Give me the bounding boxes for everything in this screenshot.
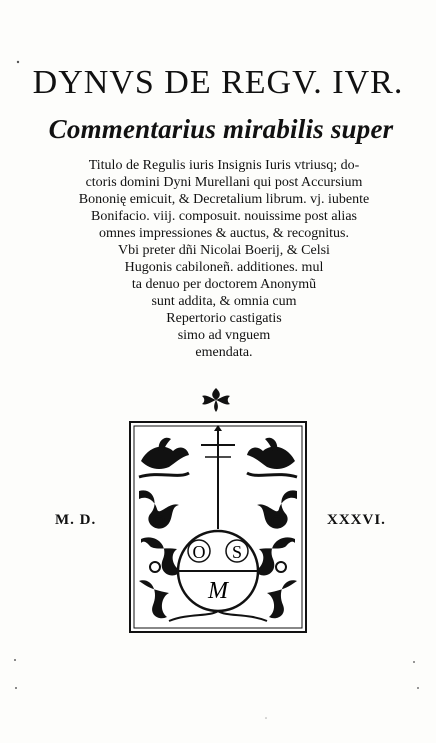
subtitle: Commentarius mirabilis super [48, 114, 394, 144]
title-description [30, 157, 418, 361]
description-line: Vbi preter dñi Nicolai Boerij, & Celsi [118, 243, 330, 258]
device-letter-left: O [192, 542, 206, 562]
description-line: sunt addita, & omnia cum [151, 294, 297, 309]
description-line: Bonifacio. viij. composuit. nouissime post alias [91, 209, 357, 224]
device-letter-bottom: M [208, 578, 228, 604]
description-line: ta denuo per doctorem Anonymũ [131, 277, 317, 292]
imprint-date-right: XXXVI. [327, 512, 386, 528]
description-line: Bononię emicuit, & Decretalium librum. vj. iubente [78, 192, 370, 207]
imprint-date-left: M. D. [55, 512, 97, 528]
device-letter-right: S [231, 542, 243, 562]
description-line: Hugonis cabiloneñ. additiones. mul [124, 260, 324, 275]
description-line: simo ad vnguem [177, 328, 271, 343]
description-line: Repertorio castigatis [166, 311, 282, 326]
description-line: Titulo de Regulis iuris Insignis Iuris vtriusq; do- [88, 158, 360, 173]
description-line: ctoris domini Dyni Murellani qui post Accursium [85, 175, 363, 190]
page-title: DYNVS DE REGV. IVR. [32, 64, 404, 101]
description-line: emendata. [195, 345, 253, 360]
printers-device-woodcut [129, 421, 307, 633]
description-line: omnes impressiones & auctus, & recognitus. [98, 226, 350, 241]
fleuron-ornament-icon [198, 386, 234, 414]
